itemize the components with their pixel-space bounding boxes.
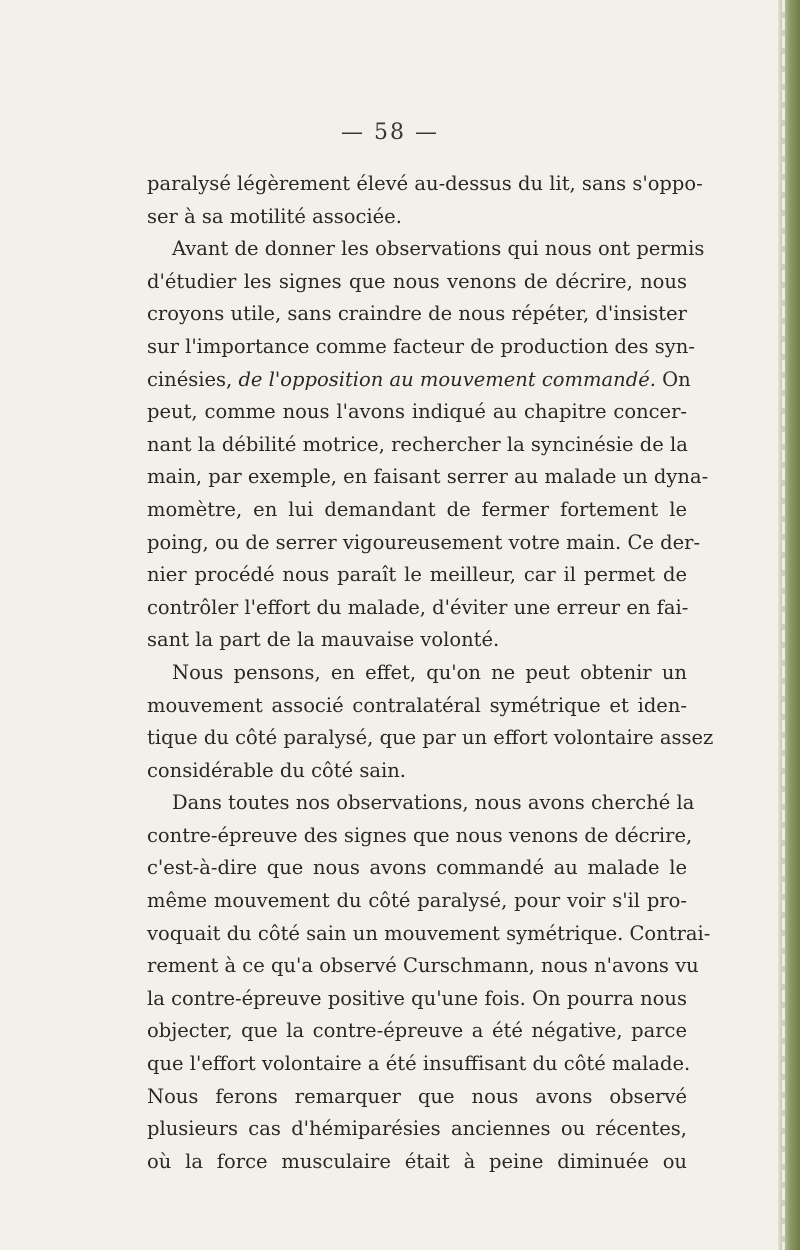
text-line: momètre, en lui demandant de fermer fortement le [147,497,687,521]
text-line: que l'effort volontaire a été insuffisant du côté malade. [147,1052,691,1076]
text-line: main, par exemple, en faisant serrer au malade un dyna- [147,465,709,489]
text-line: d'étudier les signes que nous venons de décrire, nous [147,269,687,293]
text-line: Nous ferons remarquer que nous avons observé [147,1084,687,1108]
text-line [147,364,691,397]
italic-phrase: de l'opposition au mouvement commandé. [238,367,656,391]
text-line: mouvement associé contralatéral symétrique et iden- [147,693,687,717]
text-line: nier procédé nous paraît le meilleur, car il permet de [147,563,687,587]
text-line: ser à sa motilité associée. [147,204,402,228]
text-line: sur l'importance comme facteur de production des syn- [147,334,695,358]
text-line: nant la débilité motrice, rechercher la syncinésie de la [147,432,688,456]
text-line: Avant de donner les observations qui nous ont permis [172,237,705,261]
text-line: peut, comme nous l'avons indiqué au chapitre concer- [147,400,687,424]
text-line: sant la part de la mauvaise volonté. [147,628,500,652]
text-line: contre-épreuve des signes que nous venons de décrire, [147,823,693,847]
text-line: tique du côté paralysé, que par un effort volontaire assez [147,726,714,750]
text-line: croyons utile, sans craindre de nous répéter, d'insister [147,302,687,326]
text-line: c'est-à-dire que nous avons commandé au malade le [147,856,687,880]
text-segment: cinésies, [147,367,239,391]
text-line: voquait du côté sain un mouvement symétrique. Contrai- [147,921,711,945]
text-line: plusieurs cas d'hémiparésies anciennes ou récentes, [147,1117,687,1141]
page-number: — 58 — [341,120,439,145]
body-text [147,168,714,1178]
text-line: Dans toutes nos observations, nous avons cherché la [172,791,695,815]
text-line: où la force musculaire était à peine diminuée ou [147,1149,687,1173]
text-line: Nous pensons, en effet, qu'on ne peut obtenir un [172,660,687,684]
text-line: objecter, que la contre-épreuve a été négative, parce [147,1019,687,1043]
text-segment: On [655,367,691,391]
text-line: la contre-épreuve positive qu'une fois. On pourra nous [147,986,687,1010]
text-line: même mouvement du côté paralysé, pour voir s'il pro- [147,889,687,913]
text-line: rement à ce qu'a observé Curschmann, nous n'avons vu [147,954,699,978]
text-line: paralysé légèrement élevé au-dessus du lit, sans s'oppo- [147,172,703,195]
page-edge [778,0,800,1250]
text-line: contrôler l'effort du malade, d'éviter une erreur en fai- [147,595,689,619]
text-line: considérable du côté sain. [147,758,406,782]
text-line: poing, ou de serrer vigoureusement votre main. Ce der- [147,530,701,554]
